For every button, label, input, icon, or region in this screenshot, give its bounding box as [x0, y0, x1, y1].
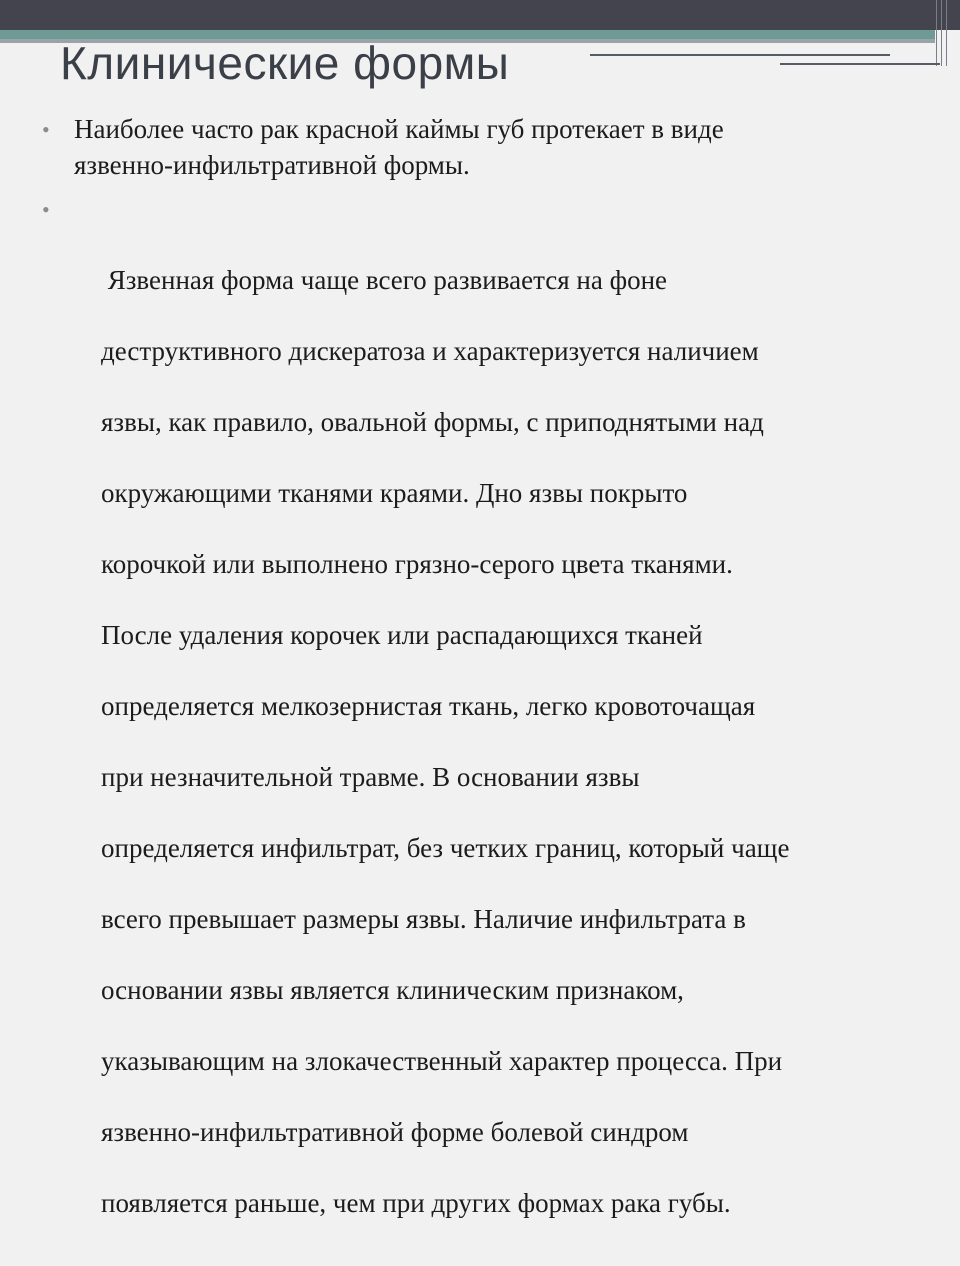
header-band — [0, 0, 960, 30]
bullet-item — [42, 112, 942, 183]
text-line: определяется мелкозернистая ткань, легко кровоточащая — [101, 691, 756, 721]
text-line: Язвенная форма чаще всего развивается на фоне — [101, 265, 667, 295]
text-line: язвенно-инфильтративной формы. — [74, 149, 470, 180]
text-line: язвенно-инфильтративной форме болевой синдром — [101, 1117, 689, 1147]
text-line: язвы, как правило, овальной формы, с приподнятыми над — [101, 407, 764, 437]
text-line: Наиболее часто рак красной каймы губ протекает в виде — [74, 114, 724, 144]
text-line: основании язвы является клиническим признаком, — [101, 975, 684, 1005]
bullet-list — [42, 112, 942, 1266]
text-line: при незначительной травме. В основании язвы — [101, 762, 640, 792]
slide-title: Клинические формы — [60, 37, 510, 89]
text-line: появляется раньше, чем при других формах рака губы. — [101, 1188, 731, 1218]
text-line: корочкой или выполнено грязно-серого цвета тканями. — [101, 549, 733, 579]
corner-decoration — [932, 0, 960, 66]
text-line: окружающими тканями краями. Дно язвы покрыто — [101, 478, 688, 508]
text-line: определяется инфильтрат, без четких границ, который чаще — [101, 833, 790, 863]
text-line: указывающим на злокачественный характер процесса. При — [101, 1046, 783, 1076]
text-line: После удаления корочек или распадающихся тканей — [101, 620, 703, 650]
title-underline-decoration — [590, 54, 890, 56]
text-line: всего превышает размеры язвы. Наличие инфильтрата в — [101, 904, 746, 934]
bullet-marker: • — [42, 117, 50, 142]
bullet-item — [42, 192, 942, 1257]
text-line: деструктивного дискератоза и характеризуется наличием — [101, 336, 759, 366]
title-underline-decoration — [780, 63, 940, 65]
bullet-marker: • — [42, 197, 50, 222]
